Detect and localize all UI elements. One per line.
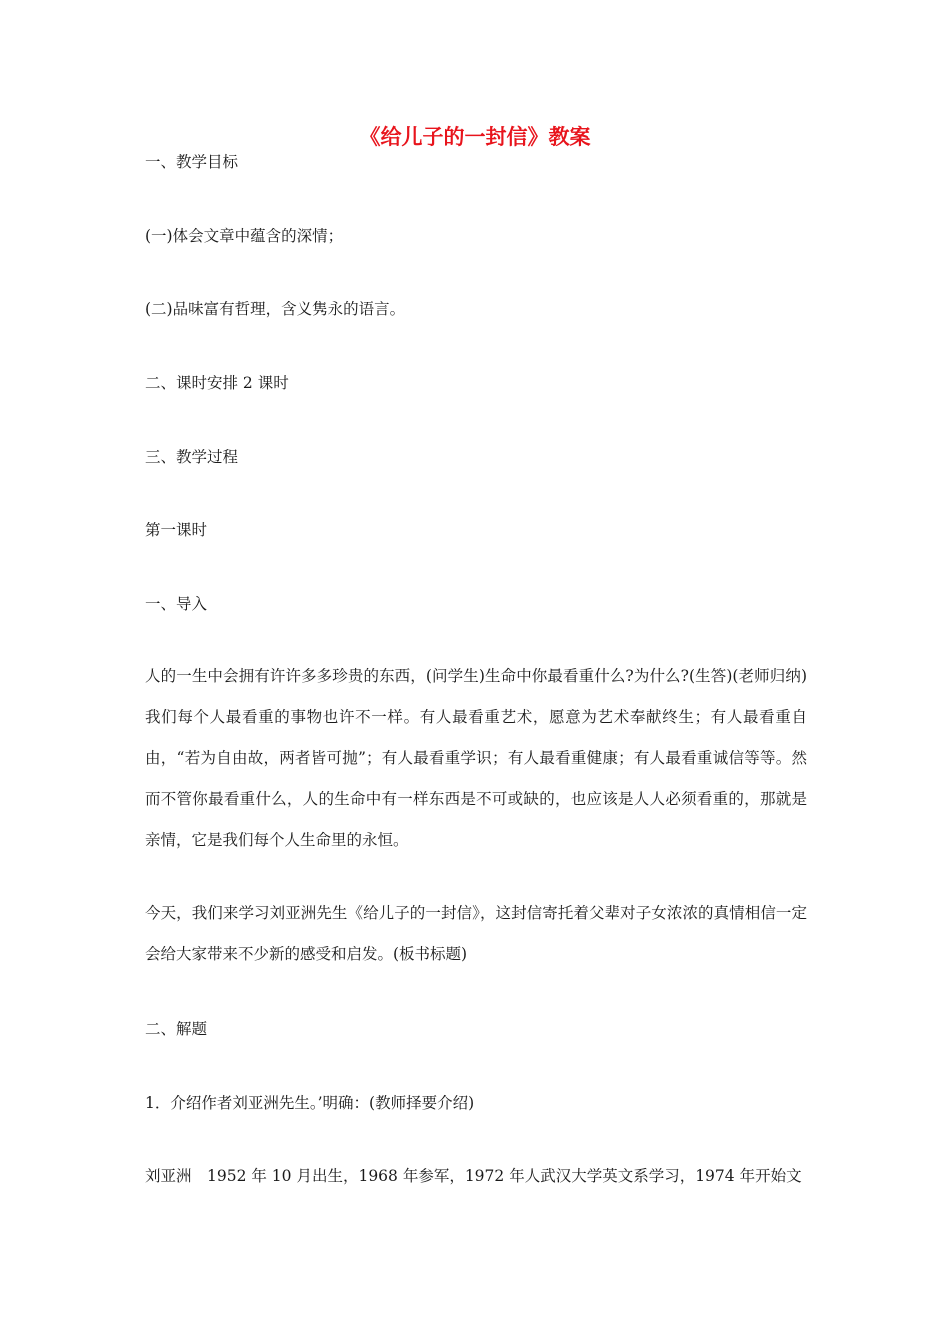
- author-bio: 刘亚洲 1952 年 10 月出生，1968 年参军，1972 年人武汉大学英文系学习，1974 年开始文: [145, 1167, 802, 1185]
- heading-introduction: 一、导入: [145, 595, 208, 613]
- explain-item-1: 1．介绍作者刘亚洲先生。’明确：(教师择要介绍): [145, 1094, 475, 1112]
- goal-item-1: (一)体会文章中蕴含的深情；: [145, 227, 344, 245]
- heading-teaching-process: 三、教学过程: [145, 448, 239, 466]
- today-paragraph: 今天，我们来学习刘亚洲先生《给儿子的一封信》，这封信寄托着父辈对子女浓浓的真情相信一定会给大家带来不少新的感受和启发。(板书标题): [145, 904, 807, 963]
- heading-teaching-goals: 一、教学目标: [145, 153, 239, 171]
- heading-schedule: 二、课时安排 2 课时: [145, 374, 289, 392]
- goal-item-2: (二)品味富有哲理，含义隽永的语言。: [145, 300, 406, 318]
- heading-explain-title: 二、解题: [145, 1020, 208, 1038]
- document-title: 《给儿子的一封信》教案: [359, 125, 591, 149]
- lesson-one-label: 第一课时: [145, 521, 208, 539]
- intro-paragraph: 人的一生中会拥有许许多多珍贵的东西，(问学生)生命中你最看重什么?为什么?(生答)(老师归纳)我们每个人最看重的事物也许不一样。有人最看重艺术，愿意为艺术奉献终生；有人最看重自由，“若为自由故，两者皆可抛”；有人最看重学识；有人最看重健康；有人最看重诚信等等。然而不管你最看重什么，人的生命中有一样东西是不可或缺的，也应该是人人必须看重的，那就是亲情，它是我们每个人生命里的永恒。: [145, 667, 807, 849]
